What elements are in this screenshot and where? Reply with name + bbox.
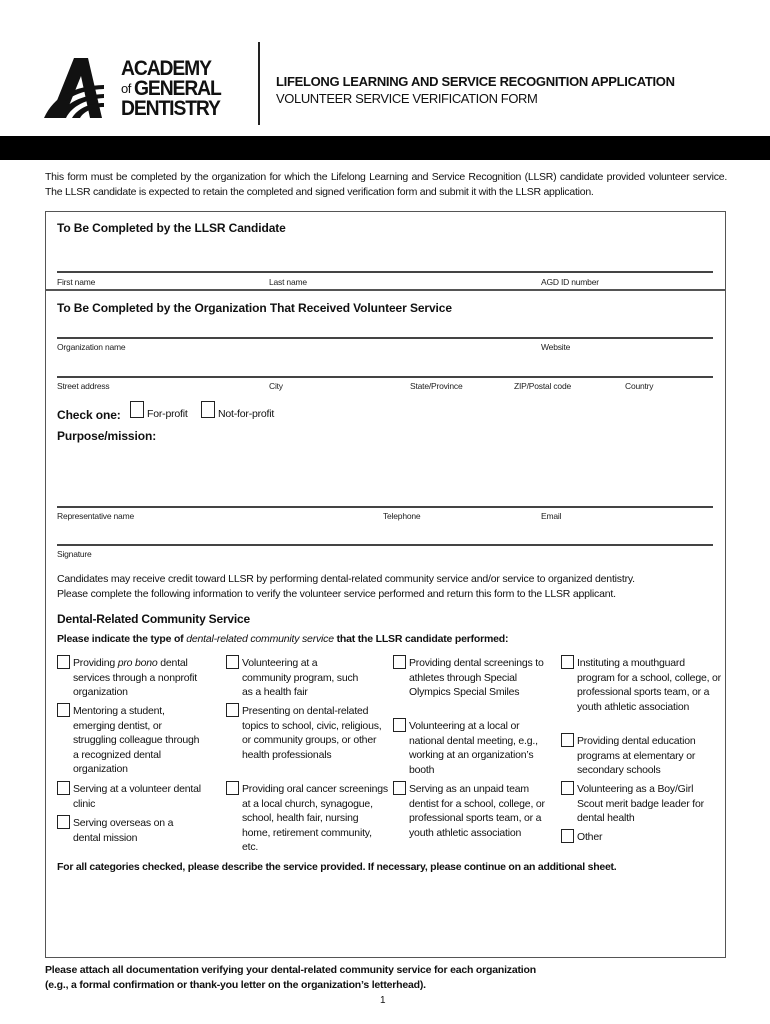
city-label: City (269, 381, 283, 391)
candidate-heading: To Be Completed by the LLSR Candidate (57, 221, 286, 235)
checkbox[interactable] (561, 655, 574, 669)
street-label: Street address (57, 381, 110, 391)
checkbox[interactable] (393, 655, 406, 669)
option-label: Instituting a mouthguard program for a school, college, or professional sports team, or a youth athletic association (577, 657, 721, 713)
org-name-field[interactable] (57, 337, 713, 339)
option-label: Serving as an unpaid team dentist for a school, college, or professional sports team, or a youth athletic association (409, 783, 545, 839)
option-label: Providing dental screenings to athletes through Special Olympics Special Smiles (409, 657, 544, 698)
service-option[interactable] (561, 782, 721, 826)
candidates-note-line2: Please complete the following information to verify the volunteer service performed and return this form to the LLSR applicant. (57, 588, 616, 600)
prompt-part: Please indicate the type of (57, 633, 187, 645)
prompt-part: that the LLSR candidate performed: (333, 633, 509, 645)
service-option[interactable] (57, 782, 207, 811)
org-name-label: Organization name (57, 342, 126, 352)
service-option[interactable] (561, 830, 721, 845)
service-option[interactable] (226, 656, 366, 700)
email-label: Email (541, 511, 562, 521)
service-option[interactable] (393, 719, 553, 777)
option-label: Volunteering at a community program, such as a health fair (242, 657, 359, 698)
intro-text: This form must be completed by the organization for which the Lifelong Learning and Service Recognition (LLSR) candidate provided volunteer service. The LLSR candidate is expected to retain the completed and signed verification form and submit it with the LLSR application. (45, 171, 727, 198)
checkbox[interactable] (561, 781, 574, 795)
option-label: Providing oral cancer screenings at a local church, synagogue, school, health fair, nursing home, retirement community, etc. (242, 783, 388, 853)
prompt-emphasis: dental-related community service (186, 633, 334, 645)
logo-academy: ACADEMY (121, 57, 211, 80)
description-area[interactable] (50, 878, 720, 952)
not-for-profit-label: Not-for-profit (218, 408, 275, 420)
checkbox[interactable] (57, 815, 70, 829)
for-profit-label: For-profit (147, 408, 188, 420)
logo-a-icon (44, 58, 124, 120)
form-subtitle: VOLUNTEER SERVICE VERIFICATION FORM (276, 91, 538, 106)
check-one-label: Check one: (57, 408, 121, 422)
header-divider (258, 42, 260, 125)
service-option[interactable] (57, 816, 197, 845)
signature-field[interactable] (57, 544, 713, 546)
service-option[interactable] (393, 782, 553, 840)
option-label: Serving at a volunteer dental clinic (73, 783, 201, 810)
describe-instruction: For all categories checked, please describe the service provided. If necessary, please continue on an additional sheet. (57, 861, 617, 873)
candidates-note-line1: Candidates may receive credit toward LLSR by performing dental-related community service and/or service to organized dentistry. (57, 573, 635, 585)
option-label: Providing dental education programs at elementary or secondary schools (577, 735, 696, 776)
checkbox[interactable] (226, 781, 239, 795)
service-option[interactable] (57, 704, 207, 777)
page-number: 1 (380, 995, 386, 1006)
header-bar (0, 136, 770, 160)
checkbox[interactable] (57, 655, 70, 669)
service-option[interactable] (561, 656, 721, 714)
checkbox[interactable] (393, 781, 406, 795)
checkbox[interactable] (226, 703, 239, 717)
footer-note-line1: Please attach all documentation verifying your dental-related community service for each organization (45, 964, 536, 976)
telephone-label: Telephone (383, 511, 421, 521)
option-label: Mentoring a student, emerging dentist, or struggling colleague through a recognized dental organization (73, 705, 200, 775)
logo-general: GENERAL (134, 77, 221, 100)
organization-heading: To Be Completed by the Organization That Received Volunteer Service (57, 301, 452, 315)
logo-of: of (121, 81, 131, 96)
country-label: Country (625, 381, 654, 391)
option-label: Other (577, 831, 603, 843)
option-label: Providing pro bono dental services through a nonprofit organization (73, 657, 197, 698)
zip-label: ZIP/Postal code (514, 381, 572, 391)
dental-heading: Dental-Related Community Service (57, 612, 250, 626)
option-label: Volunteering at a local or national dental meeting, e.g., working at an organization’s booth (409, 720, 538, 776)
service-option[interactable] (57, 656, 217, 700)
service-option[interactable] (393, 656, 553, 700)
option-label: Presenting on dental-related topics to school, civic, religious, or community groups, or other health professionals (242, 705, 382, 761)
checkbox[interactable] (561, 829, 574, 843)
checkbox[interactable] (393, 718, 406, 732)
service-option[interactable] (561, 734, 725, 778)
first-name-label: First name (57, 277, 96, 287)
checkbox[interactable] (561, 733, 574, 747)
option-label: Volunteering as a Boy/Girl Scout merit badge leader for dental health (577, 783, 704, 824)
candidate-field-line[interactable] (57, 271, 713, 273)
service-option[interactable] (226, 782, 388, 855)
option-label: Serving overseas on a dental mission (73, 817, 174, 844)
checkbox[interactable] (57, 781, 70, 795)
agd-id-label: AGD ID number (541, 277, 599, 287)
for-profit-checkbox[interactable] (130, 401, 144, 418)
purpose-label: Purpose/mission: (57, 429, 157, 443)
checkbox[interactable] (57, 703, 70, 717)
dental-prompt (57, 633, 508, 645)
state-label: State/Province (410, 381, 463, 391)
footer-note-line2: (e.g., a formal confirmation or thank-you letter on the organization’s letterhead). (45, 979, 426, 991)
rep-name-label: Representative name (57, 511, 134, 521)
checkbox[interactable] (226, 655, 239, 669)
address-field[interactable] (57, 376, 713, 378)
representative-field[interactable] (57, 506, 713, 508)
service-option[interactable] (226, 704, 386, 762)
website-label: Website (541, 342, 571, 352)
not-for-profit-checkbox[interactable] (201, 401, 215, 418)
logo-dentistry: DENTISTRY (121, 97, 220, 120)
signature-label: Signature (57, 549, 92, 559)
form-title: LIFELONG LEARNING AND SERVICE RECOGNITION APPLICATION (276, 74, 675, 89)
last-name-label: Last name (269, 277, 307, 287)
